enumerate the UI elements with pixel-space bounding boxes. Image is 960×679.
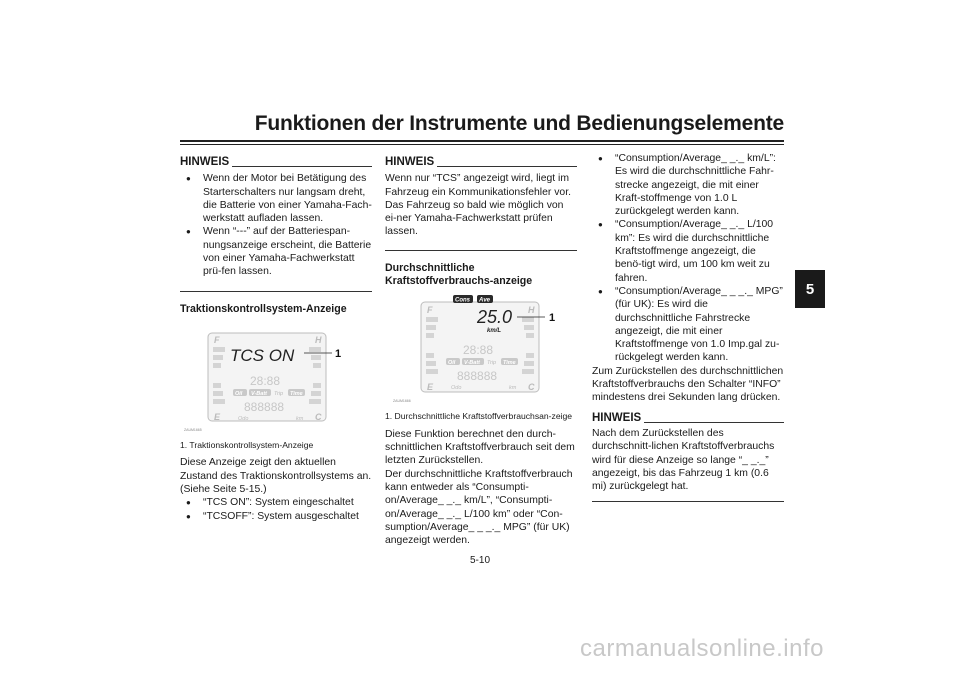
hinweis-heading	[592, 412, 784, 425]
column-3	[592, 152, 784, 502]
figure-caption: 1. Durchschnittliche Kraftstoffverbrauchsan-zeige	[385, 411, 573, 422]
consumption-value: 25.0	[477, 307, 513, 328]
body-paragraph: Zum Zurückstellen des durchschnittlichen Kraftstoffverbrauchs den Schalter “INFO” mindestens drei Sekunden lang drücken.	[592, 365, 784, 404]
fuel-f-label: F	[427, 305, 433, 316]
fuel-consumption-display-figure	[393, 292, 563, 409]
list-item: ● “TCSOFF”: System ausgeschaltet	[180, 510, 372, 523]
cons-label: Cons	[455, 297, 470, 304]
title-rule-thin	[180, 144, 784, 145]
list-item: ● “Consumption/Average_ _._ km/L”: Es wird die durchschnittliche Fahr-strecke angezeigt, die mit einer Kraft-stoffmenge von 1.0 L zurückgelegt werden kann.	[592, 152, 784, 218]
tcs-display-text: TCS ON	[230, 345, 295, 365]
km-label: km	[296, 415, 304, 422]
time-label: Time	[290, 390, 303, 397]
temp-c-label: C	[315, 411, 322, 422]
page-number: 5-10	[469, 555, 490, 566]
list-item: ● “Consumption/Average_ _ _._ MPG” (für UK): Es wird die durchschnittliche Fahrstrecke angezeigt, die mit einer Kraftstoffmenge von 1.0 Imp.gal zu-rückgelegt werden kann.	[592, 285, 784, 365]
hinweis-label: HINWEIS	[592, 411, 642, 424]
body-paragraph: Diese Funktion berechnet den durch-schnittlichen Kraftstoffverbrauch seit dem letzten Zurückstellen.	[385, 428, 575, 467]
hinweis-list	[180, 172, 372, 278]
tcs-display-figure	[184, 325, 349, 437]
oil-label: Oil	[235, 390, 243, 397]
oil-label: Oil	[448, 360, 456, 367]
hinweis-end-rule	[180, 291, 372, 292]
column-1	[180, 156, 372, 523]
clock-segments: 28:88	[250, 373, 281, 388]
hinweis-end-rule	[592, 501, 784, 502]
consumption-unit: km/L	[487, 328, 502, 335]
body-paragraph: Der durchschnittliche Kraftstoffverbrauch kann entweder als “Consumpti-on/Average_ _._ km/L”, “Consumpti-on/Average_ _._ L/100 km” oder “Con-sumption/Average_ _ _._ MPG” (für UK) angezeigt werden.	[385, 468, 573, 547]
figure-code: ZAUM1666	[393, 399, 411, 404]
consumption-mode-list	[592, 152, 784, 365]
odo-label: Odo	[451, 385, 462, 392]
fuel-e-label: E	[214, 411, 221, 422]
list-item: ● Wenn der Motor bei Betätigung des Starterschalters nur langsam dreht, die Batterie von einer Yamaha-Fach-werkstatt aufladen lassen.	[180, 172, 372, 225]
watermark: carmanualsonline.info	[580, 635, 824, 662]
callout-number: 1	[549, 312, 556, 325]
hinweis-text: Nach dem Zurückstellen des durchschnitt-lichen Kraftstoffverbrauchs wird für diese Anzeige so lange “_ _._” angezeigt, bis das Fahrzeug 1 km (0.6 mi) zurückgelegt hat.	[592, 427, 775, 493]
list-item: ● Wenn “---” auf der Batteriespan-nungsanzeige erscheint, die Batterie von einer Yamaha-Fachwerkstatt prü-fen lassen.	[180, 225, 372, 278]
odo-segments: 888888	[457, 369, 498, 384]
temp-h-label: H	[528, 305, 535, 316]
figure-caption: 1. Traktionskontrollsystem-Anzeige	[180, 439, 314, 450]
clock-segments: 28:88	[463, 343, 494, 358]
hinweis-text: Wenn nur “TCS” angezeigt wird, liegt im Fahrzeug ein Kommunikationsfehler vor. Das Fahrzeug so bald wie möglich von ei-ner Yamaha-Fachwerkstatt prüfen lassen.	[385, 173, 571, 238]
trip-label: Trip	[487, 360, 497, 367]
ave-label: Ave	[479, 297, 491, 304]
list-item: ● “TCS ON”: System eingeschaltet	[180, 496, 372, 509]
fuel-e-label: E	[427, 382, 434, 393]
hinweis-label: HINWEIS	[385, 156, 435, 168]
chapter-tab: 5	[795, 270, 825, 308]
hinweis-heading	[385, 156, 577, 169]
temp-h-label: H	[315, 334, 322, 345]
temp-c-label: C	[528, 382, 535, 393]
odo-label: Odo	[238, 415, 249, 422]
figure-code: ZAUM1665	[184, 427, 202, 432]
list-item: ● “Consumption/Average_ _._ L/100 km”: Es wird die durchschnittliche Kraftstoffmenge angezeigt, die benö-tigt wird, um 100 km weit zu fahren.	[592, 218, 784, 284]
column-2	[385, 156, 577, 548]
page-title: Funktionen der Instrumente und Bedienungselemente	[254, 112, 784, 135]
callout-number: 1	[335, 347, 342, 360]
hinweis-end-rule	[385, 250, 577, 251]
hinweis-heading	[180, 156, 372, 169]
body-paragraph: Diese Anzeige zeigt den aktuellen Zustand des Traktionskontrollsystems an. (Siehe Seite 5-15.)	[180, 457, 372, 496]
vbatt-label: V-Batt	[464, 360, 480, 367]
hinweis-label: HINWEIS	[180, 156, 230, 168]
trip-label: Trip	[274, 390, 284, 397]
time-label: Time	[503, 360, 516, 367]
km-label: km	[509, 385, 517, 392]
tcs-state-list	[180, 496, 372, 523]
title-rule	[180, 140, 784, 142]
section-title: Durchschnittliche Kraftstoffverbrauchs-anzeige	[385, 261, 533, 288]
section-title: Traktionskontrollsystem-Anzeige	[180, 302, 347, 315]
odo-segments: 888888	[244, 399, 285, 414]
vbatt-label: V-Batt	[251, 390, 267, 397]
fuel-f-label: F	[214, 334, 220, 345]
